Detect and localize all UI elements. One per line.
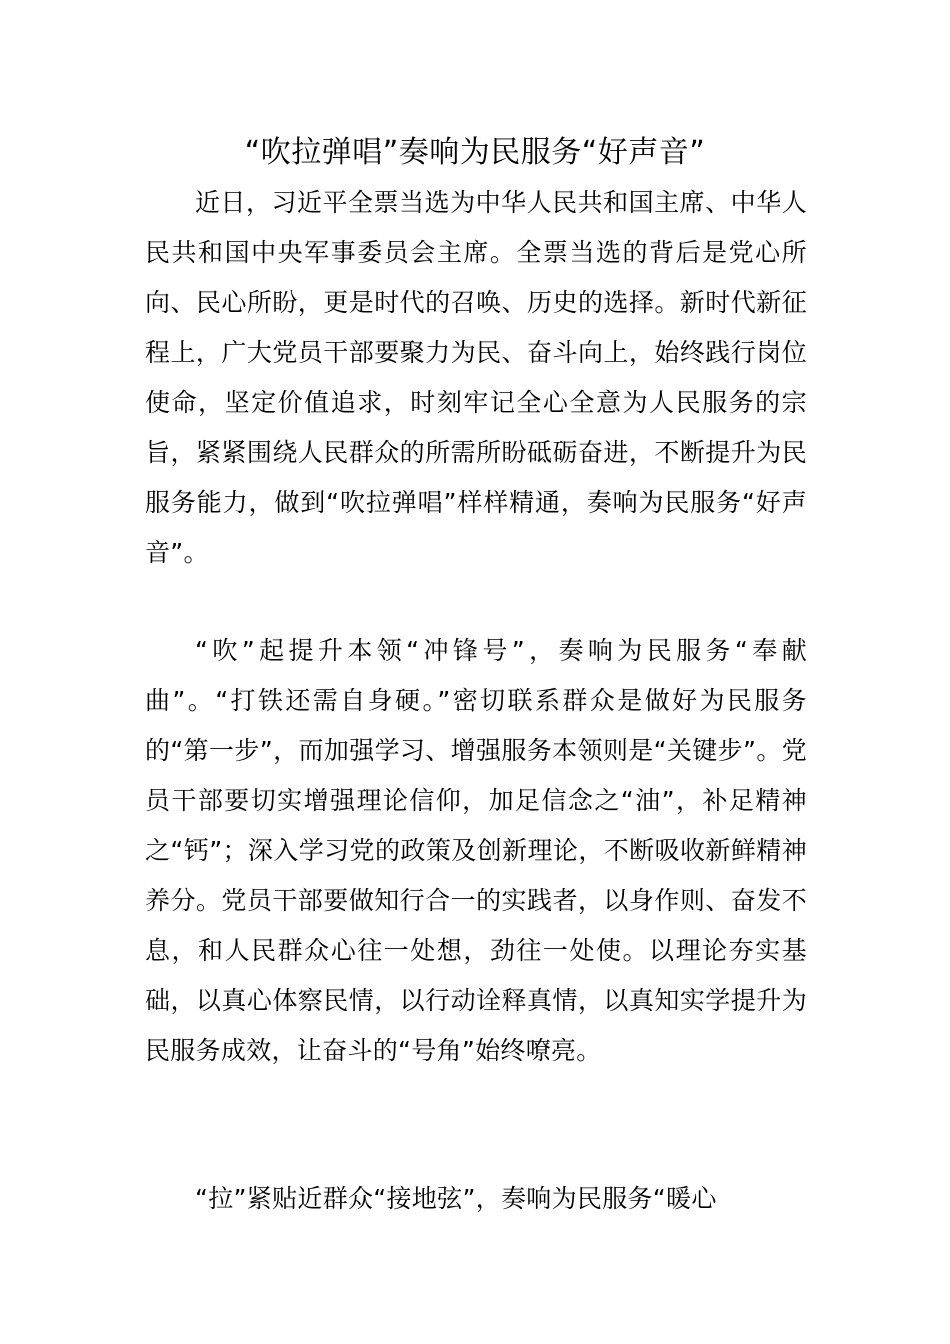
paragraph-la: “拉”紧贴近群众“接地弦”，奏响为民服务“暖心 [195, 1184, 717, 1213]
paragraph-chui: “吹”起提升本领“冲锋号”，奏响为民服务“奉献曲”。“打铁还需自身硬。”密切联系群众是做好为民服务的“第一步”，而加强学习、增强服务本领则是“关键步”。党员干部要切实增强理论信仰，加足信念之“油”，补足精神之“钙”；深入学习党的政策及创新理论，不断吸收新鲜精神养分。党员干部要做知行合一的实践者，以身作则、奋发不息，和人民群众心往一处想，劲往一处使。以理论夯实基础，以真心体察民情，以行动诠释真情，以真知实学提升为民服务成效，让奋斗的“号角”始终嘹亮。 [145, 636, 807, 1065]
paragraph-intro: 近日，习近平全票当选为中华人民共和国主席、中华人民共和国中央军事委员会主席。全票当选的背后是党心所向、民心所盼，更是时代的召唤、历史的选择。新时代新征程上，广大党员干部要聚力为民、奋斗向上，始终践行岗位使命，坚定价值追求，时刻牢记全心全意为人民服务的宗旨，紧紧围绕人民群众的所需所盼砥砺奋进，不断提升为民服务能力，做到“吹拉弹唱”样样精通，奏响为民服务“好声音”。 [145, 188, 807, 567]
document-title: “吹拉弹唱”奏响为民服务“好声音” [244, 135, 706, 170]
